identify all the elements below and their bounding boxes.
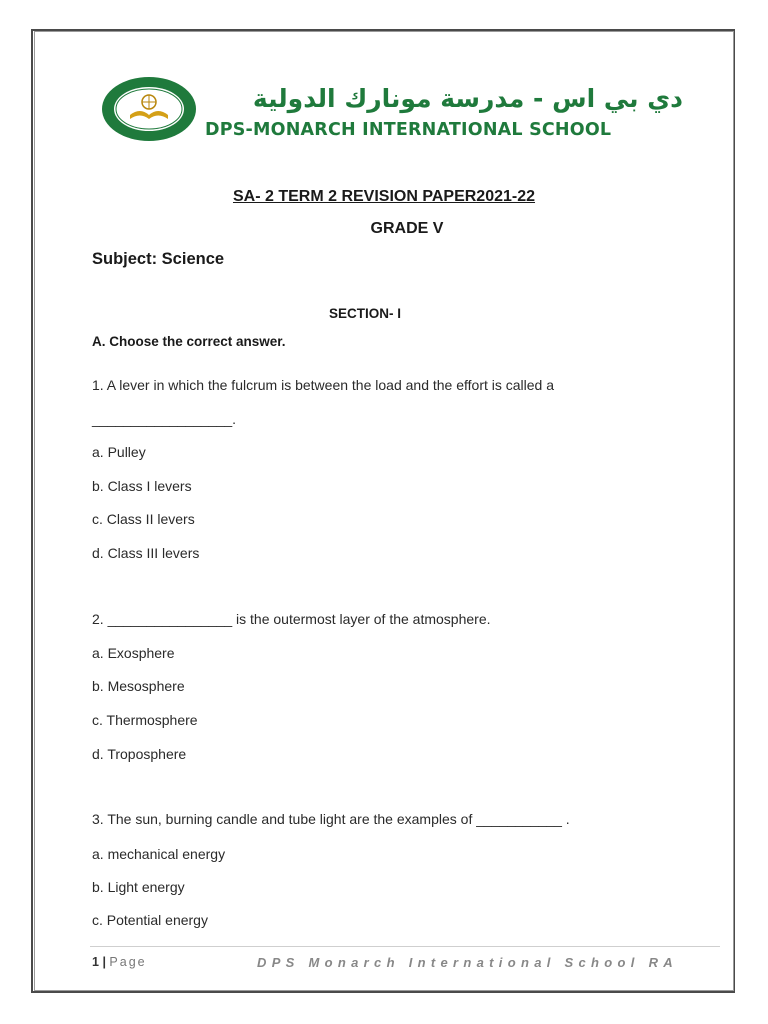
question-1-blank: __________________. — [92, 411, 237, 427]
question-2-stem: 2. ________________ is the outermost layer of the atmosphere. — [92, 611, 491, 627]
question-2-option-c: c. Thermosphere — [92, 712, 198, 728]
paper-title: SA- 2 TERM 2 REVISION PAPER2021-22 — [232, 188, 536, 205]
question-3-option-a: a. mechanical energy — [92, 846, 226, 862]
question-1-option-a: a. Pulley — [92, 444, 146, 460]
question-3-option-b: b. Light energy — [92, 879, 185, 895]
question-3-option-c: c. Potential energy — [92, 912, 208, 928]
question-1-stem: 1. A lever in which the fulcrum is between the load and the effort is called a — [92, 377, 555, 393]
question-2-option-a: a. Exosphere — [92, 645, 175, 661]
school-name-arabic: دي بي اس - مدرسة مونارك الدولية — [252, 84, 683, 113]
page-number-value: 1 — [92, 955, 99, 969]
page-word: Page — [109, 955, 147, 969]
section-heading: SECTION- I — [328, 306, 401, 321]
question-1-option-d: d. Class III levers — [92, 545, 200, 561]
question-1-option-b: b. Class I levers — [92, 478, 192, 494]
question-1-option-c: c. Class II levers — [92, 511, 195, 527]
instruction-text: A. Choose the correct answer. — [92, 334, 286, 349]
grade-heading: GRADE V — [370, 220, 444, 237]
question-2-option-d: d. Troposphere — [92, 746, 187, 762]
question-3-stem: 3. The sun, burning candle and tube light are the examples of ___________ . — [92, 811, 570, 827]
page-separator: | — [102, 955, 106, 969]
page-number — [92, 955, 147, 969]
footer-school-name: DPS Monarch International School RA — [257, 955, 678, 970]
school-logo-emblem — [100, 75, 198, 143]
question-2-option-b: b. Mesosphere — [92, 678, 185, 694]
footer-divider — [90, 946, 720, 947]
school-name-english: DPS-MONARCH INTERNATIONAL SCHOOL — [205, 120, 612, 140]
subject-heading: Subject: Science — [92, 250, 225, 268]
school-logo — [100, 75, 198, 143]
